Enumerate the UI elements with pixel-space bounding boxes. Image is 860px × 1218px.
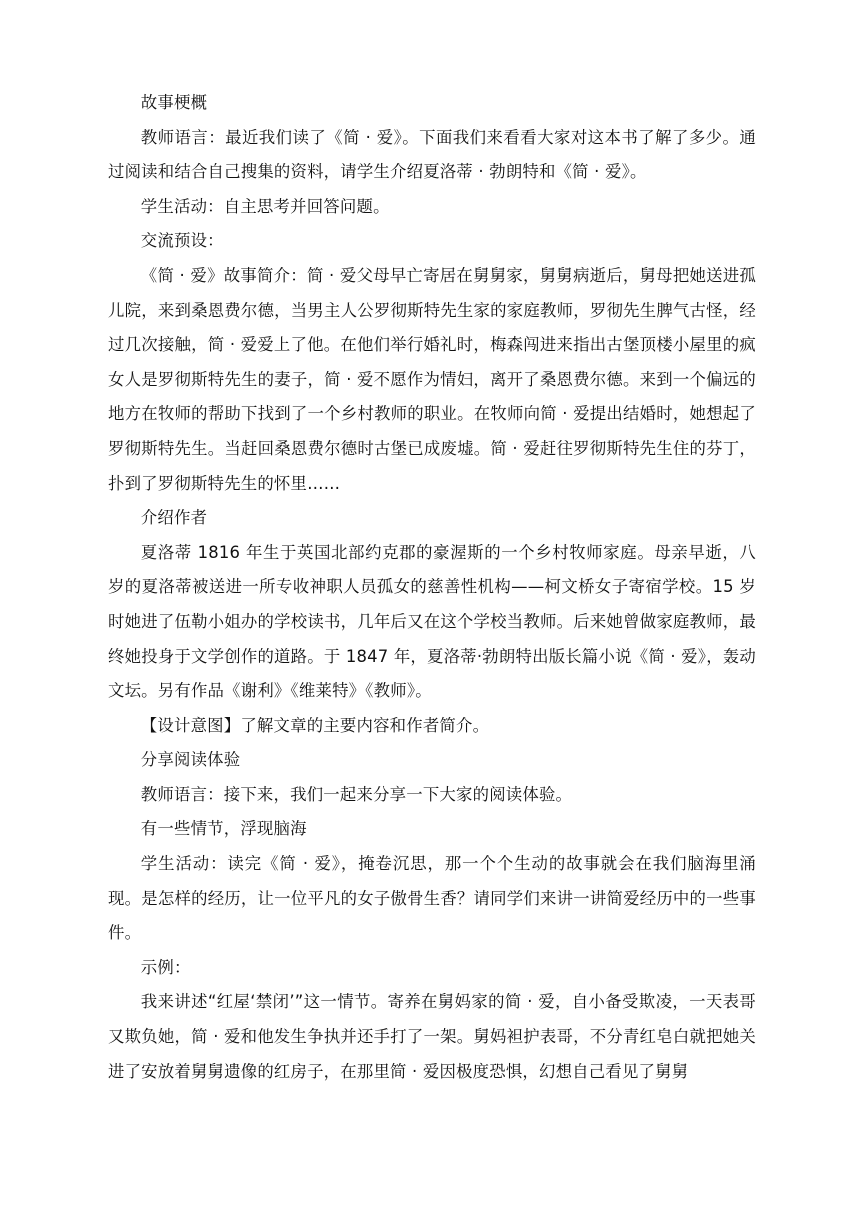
paragraph-design-intent: 【设计意图】了解文章的主要内容和作者简介。 (140, 715, 490, 735)
document-body (108, 86, 756, 1089)
section-heading-author: 介绍作者 (140, 508, 208, 528)
paragraph-author-bio: 夏洛蒂 1816 年生于英国北部约克郡的豪渥斯的一个乡村牧师家庭。母亲早逝，八岁的夏洛蒂被送进一所专收神职人员孤女的慈善性机构——柯文桥女子寄宿学校。15 岁时她进了伍勒小姐办的学校读书，几年后又在这个学校当教师。后来她曾做家庭教师，最终她投身于文学创作的道路。于 1847 年，夏洛蒂·勃朗特出版长篇小说《简 · 爱》，轰动文坛。另有作品《谢利》《维莱特》《教师》。 (108, 542, 756, 701)
paragraph-teacher-sharing: 教师语言：接下来，我们一起来分享一下大家的阅读体验。 (140, 784, 573, 804)
paragraph-red-room-story: 我来讲述“红屋‘禁闭’”这一情节。寄养在舅妈家的简 · 爱，自小备受欺凌，一天表哥又欺负她，简 · 爱和他发生争执并还手打了一架。舅妈袒护表哥，不分青红皂白就把她关进了安放着舅舅遗像的红房子，在那里简 · 爱因极度恐惧，幻想自己看见了舅舅 (108, 992, 756, 1081)
paragraph-discussion-preset: 交流预设： (140, 231, 224, 251)
paragraph-story-synopsis: 《简 · 爱》故事简介：简 · 爱父母早亡寄居在舅舅家，舅舅病逝后，舅母把她送进孤儿院，来到桑恩费尔德，当男主人公罗彻斯特先生家的家庭教师，罗彻先生脾气古怪，经过几次接触，简 · 爱爱上了他。在他们举行婚礼时，梅森闯进来指出古堡顶楼小屋里的疯女人是罗彻斯特先生的妻子，简 · 爱不愿作为情妇，离开了桑恩费尔德。来到一个偏远的地方在牧师的帮助下找到了一个乡村教师的职业。在牧师向简 · 爱提出结婚时，她想起了罗彻斯特先生。当赶回桑恩费尔德时古堡已成废墟。简 · 爱赶往罗彻斯特先生住的芬丁，扑到了罗彻斯特先生的怀里…… (108, 265, 756, 493)
section-heading-story-summary: 故事梗概 (140, 93, 208, 112)
section-heading-reading-experience: 分享阅读体验 (140, 750, 241, 770)
paragraph-student-activity: 学生活动：自主思考并回答问题。 (140, 196, 390, 216)
paragraph-teacher-intro: 教师语言：最近我们读了《简 · 爱》。下面我们来看看大家对这本书了解了多少。通过阅读和结合自己搜集的资料，请学生介绍夏洛蒂 · 勃朗特和《简 · 爱》。 (108, 127, 756, 182)
subheading-plot-memories: 有一些情节，浮现脑海 (140, 819, 307, 839)
paragraph-student-reflection: 学生活动：读完《简 · 爱》，掩卷沉思，那一个个生动的故事就会在我们脑海里涌现。是怎样的经历，让一位平凡的女子傲骨生香？请同学们来讲一讲简爱经历中的一些事件。 (108, 854, 756, 943)
paragraph-example-label: 示例： (140, 957, 191, 977)
